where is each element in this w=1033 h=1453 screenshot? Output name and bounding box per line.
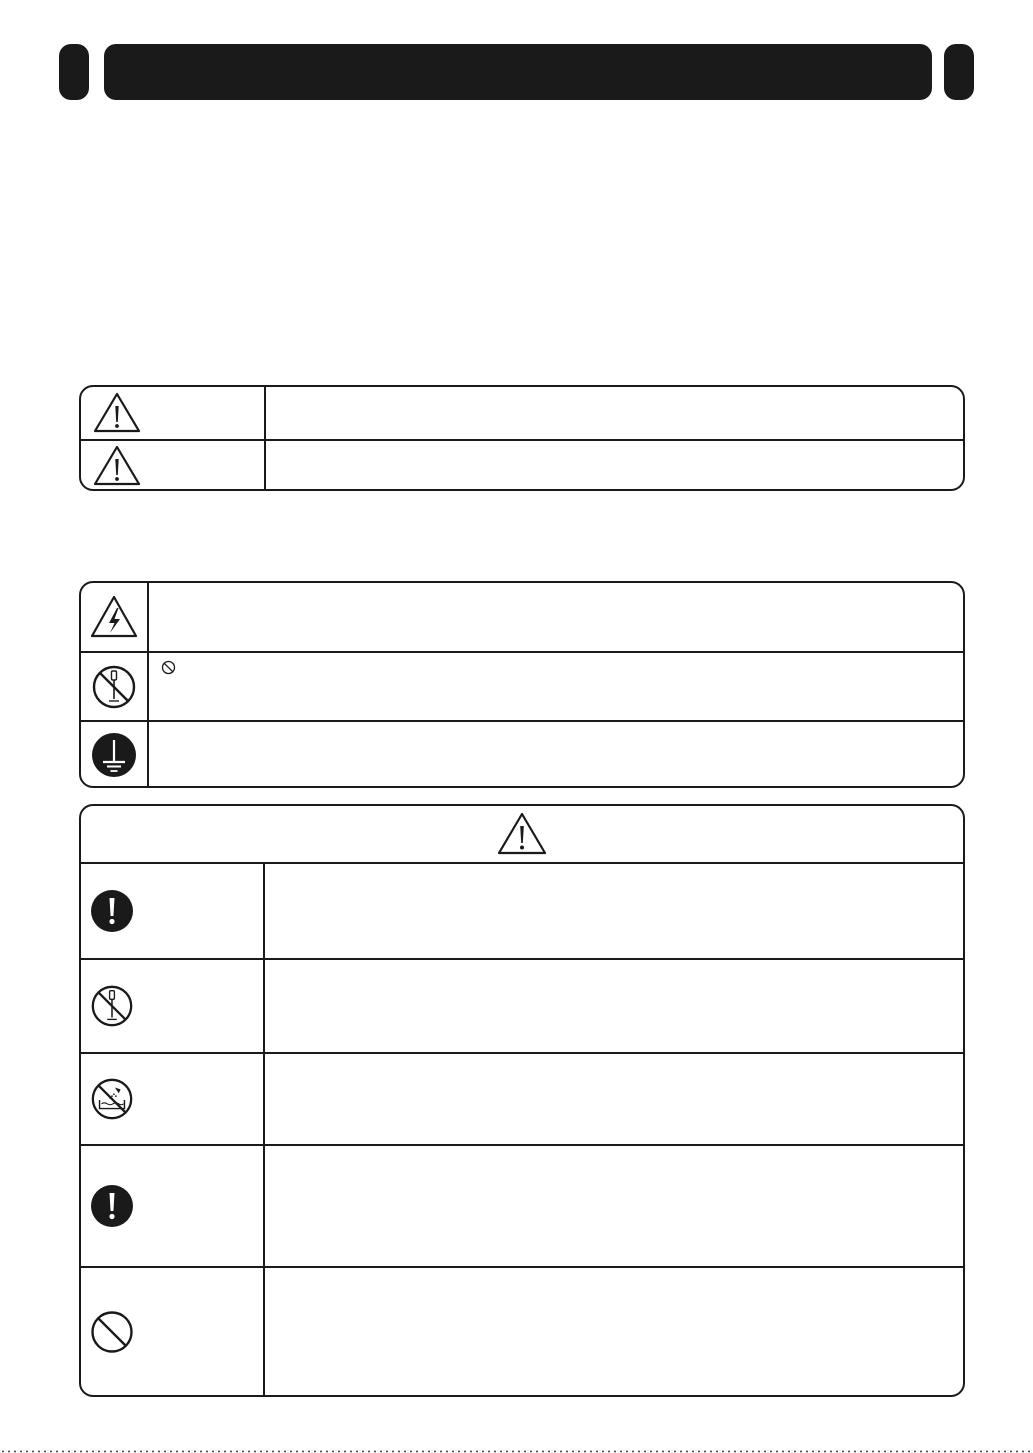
mandatory-action-icon bbox=[90, 1184, 134, 1228]
warning-row bbox=[81, 1144, 963, 1266]
symbol-table bbox=[79, 581, 965, 788]
warning-row bbox=[81, 1052, 963, 1144]
warning-header bbox=[81, 806, 963, 862]
signal-row bbox=[81, 387, 963, 439]
mandatory-action-icon bbox=[90, 889, 134, 933]
warning-triangle-icon bbox=[92, 391, 142, 435]
signal-row bbox=[81, 439, 963, 491]
warning-body bbox=[81, 862, 963, 1395]
symbol-row bbox=[81, 651, 963, 720]
header-title-bar bbox=[104, 44, 932, 100]
no-disassembly-icon bbox=[89, 983, 135, 1029]
no-disassembly-icon bbox=[90, 663, 138, 711]
warning-row bbox=[81, 864, 963, 958]
no-wet-hands-icon bbox=[89, 1076, 135, 1122]
warning-row bbox=[81, 958, 963, 1052]
header-right-tab bbox=[944, 44, 974, 100]
prohibition-icon bbox=[90, 1310, 134, 1354]
symbol-row bbox=[81, 720, 963, 788]
signal-word-table bbox=[79, 385, 965, 491]
electric-shock-icon bbox=[89, 594, 139, 640]
warning-row bbox=[81, 1266, 963, 1395]
symbol-row bbox=[81, 583, 963, 651]
warning-triangle-icon bbox=[496, 811, 548, 857]
header-left-tab bbox=[59, 44, 89, 100]
prohibition-mini-icon bbox=[161, 660, 176, 675]
warning-table bbox=[79, 804, 965, 1397]
warning-triangle-icon bbox=[92, 444, 142, 488]
ground-connection-icon bbox=[89, 730, 139, 780]
